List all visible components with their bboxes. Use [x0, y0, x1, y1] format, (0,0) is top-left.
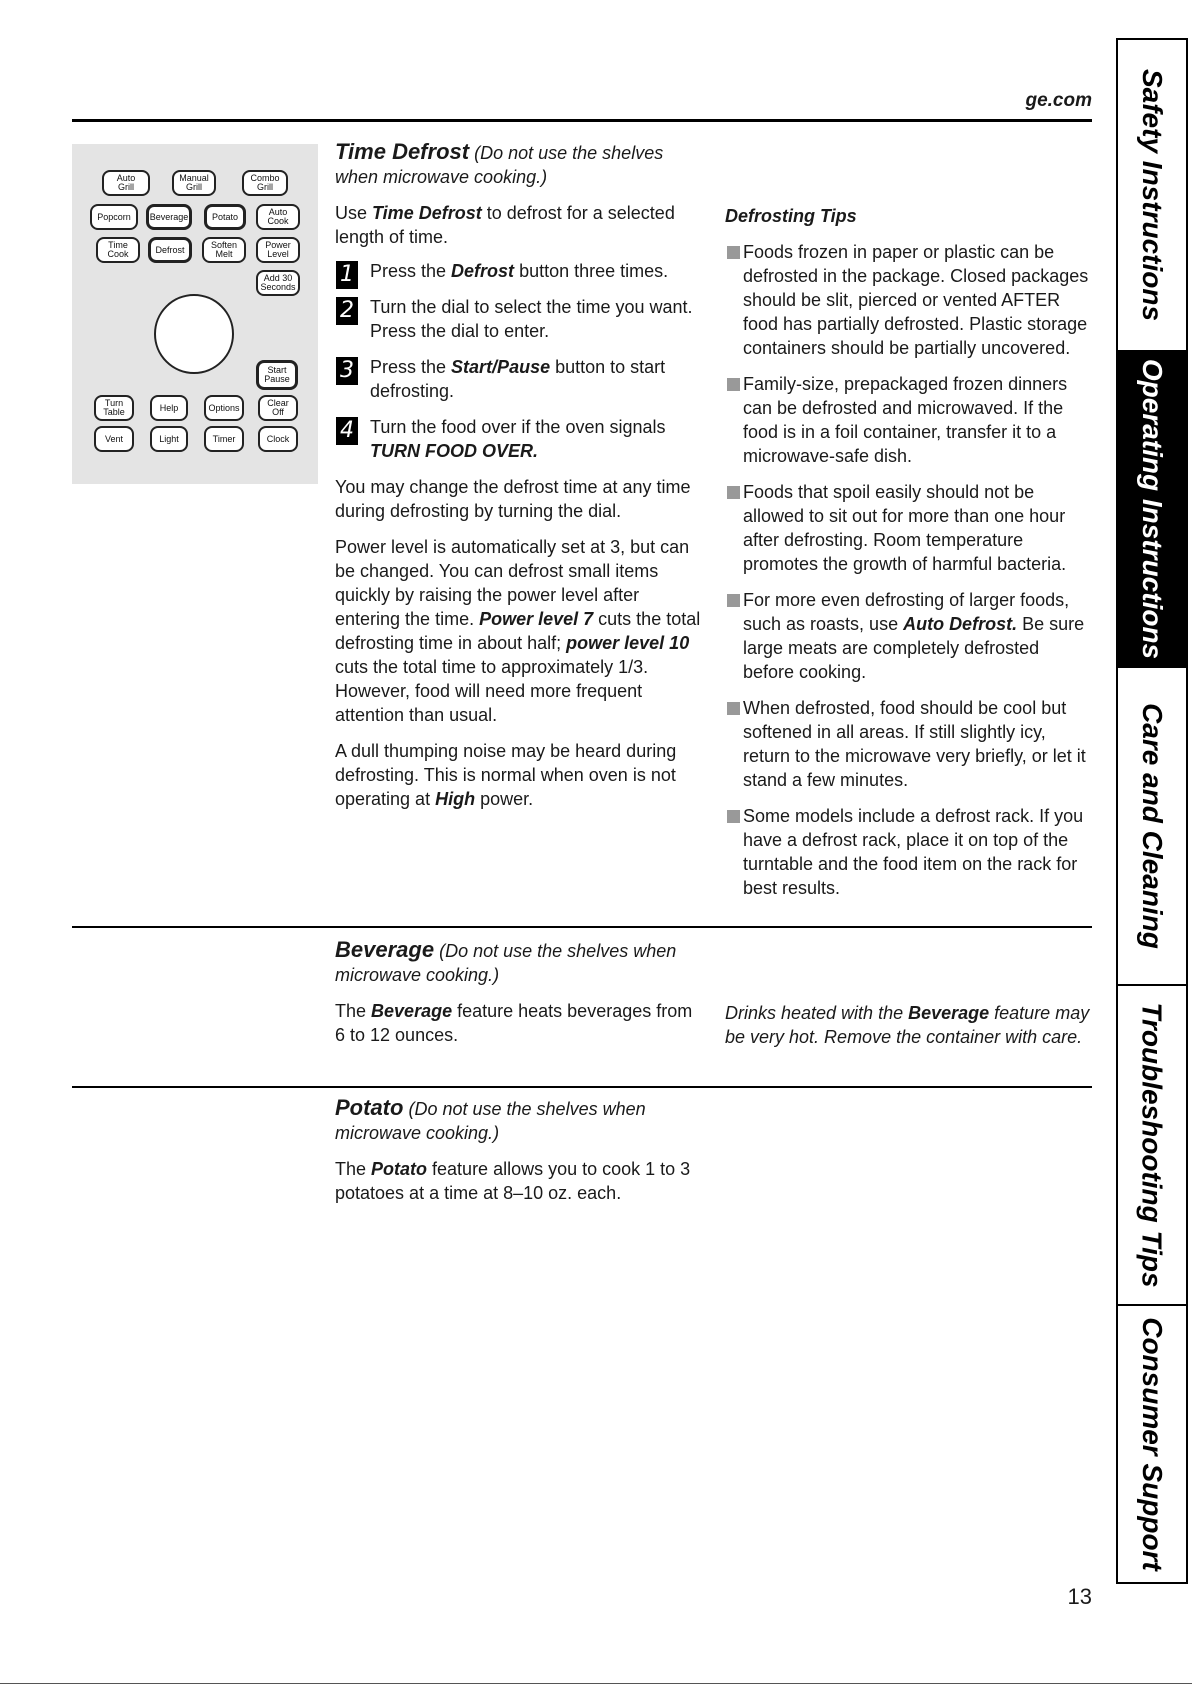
panel-button-timer: Timer	[204, 426, 244, 452]
step-number: 4	[336, 417, 358, 445]
tab-operating-instructions[interactable]: Operating Instructions	[1116, 350, 1188, 668]
panel-button-defrost: Defrost	[148, 237, 192, 263]
panel-button-manual-grill: Manual Grill	[172, 170, 216, 196]
beverage-warning: Drinks heated with the Beverage feature may be very hot. Remove the container with care.	[725, 1003, 1090, 1047]
noise-paragraph: A dull thumping noise may be heard during defrosting. This is normal when oven is not operating at High power.	[335, 741, 677, 809]
bullet-square-icon	[727, 378, 740, 391]
tab-safety-instructions[interactable]: Safety Instructions	[1116, 38, 1188, 352]
panel-button-start-pause: Start Pause	[256, 360, 298, 390]
panel-button-time-cook: Time Cook	[96, 237, 140, 263]
panel-button-light: Light	[150, 426, 188, 452]
time-defrost-section	[335, 140, 705, 811]
beverage-note: (Do not use the shelves when microwave cooking.)	[335, 941, 677, 985]
control-panel-illustration	[72, 144, 318, 484]
potato-title: Potato	[335, 1095, 404, 1120]
step-2: 2 Turn the dial to select the time you want. Press the dial to enter.	[335, 295, 705, 343]
tab-consumer-support[interactable]: Consumer Support	[1116, 1304, 1188, 1584]
potato-note: (Do not use the shelves when microwave cooking.)	[335, 1099, 646, 1143]
bullet-square-icon	[727, 594, 740, 607]
tip-item: Family-size, prepackaged frozen dinners can be defrosted and microwaved. If the food is in a foil container, transfer it to a microwave-safe dish.	[725, 372, 1090, 468]
panel-button-auto-grill: Auto Grill	[102, 170, 150, 196]
step-number: 2	[336, 297, 358, 325]
defrosting-tips-heading: Defrosting Tips	[725, 206, 857, 226]
beverage-section	[335, 938, 705, 1047]
step-4: 4 Turn the food over if the oven signals TURN FOOD OVER.	[335, 415, 705, 463]
tip-item: Foods frozen in paper or plastic can be defrosted in the package. Closed packages should be slit, pierced or vented AFTER food has partially defrosted. Plastic storage containers should be partially uncovered.	[725, 240, 1090, 360]
site-url: ge.com	[1025, 90, 1092, 111]
beverage-body: The Beverage feature heats beverages from 6 to 12 ounces.	[335, 1001, 693, 1045]
step-1: 1 Press the Defrost button three times.	[335, 259, 705, 283]
tip-item: Foods that spoil easily should not be allowed to sit out for more than one hour after defrosting. Room temperature promotes the growth of harmful bacteria.	[725, 480, 1090, 576]
panel-button-popcorn: Popcorn	[90, 204, 138, 230]
section-rule	[72, 926, 1092, 928]
bullet-square-icon	[727, 702, 740, 715]
panel-button-beverage: Beverage	[146, 204, 192, 230]
side-tabs	[1116, 38, 1192, 1584]
panel-button-potato: Potato	[204, 204, 246, 230]
panel-button-options: Options	[204, 395, 244, 421]
panel-button-power-level: Power Level	[256, 237, 300, 263]
time-defrost-note: (Do not use the shelves when microwave cooking.)	[335, 143, 664, 187]
panel-button-soften-melt: Soften Melt	[202, 237, 246, 263]
dial-knob	[154, 294, 234, 374]
panel-button-help: Help	[150, 395, 188, 421]
page-number: 13	[1067, 1584, 1092, 1609]
panel-button-clock: Clock	[258, 426, 298, 452]
bullet-square-icon	[727, 486, 740, 499]
panel-button-auto-cook: Auto Cook	[256, 204, 300, 230]
panel-button-add-30-seconds: Add 30 Seconds	[256, 270, 300, 296]
panel-button-vent: Vent	[94, 426, 134, 452]
defrosting-tips	[725, 204, 1090, 900]
step-number: 1	[336, 261, 358, 289]
tab-care-and-cleaning[interactable]: Care and Cleaning	[1116, 666, 1188, 986]
time-defrost-intro: Use Time Defrost to defrost for a selected length of time.	[335, 203, 675, 247]
bottom-edge-line	[0, 1683, 1192, 1684]
tip-item: When defrosted, food should be cool but softened in all areas. If still slightly icy, return to the microwave very briefly, or let it stand a few minutes.	[725, 696, 1090, 792]
tip-item: For more even defrosting of larger foods, such as roasts, use Auto Defrost. Be sure large meats are completely defrosted before cooking.	[725, 588, 1090, 684]
bullet-square-icon	[727, 246, 740, 259]
defrost-change-paragraph: You may change the defrost time at any time during defrosting by turning the dial.	[335, 477, 691, 521]
section-rule	[72, 1086, 1092, 1088]
potato-body: The Potato feature allows you to cook 1 to 3 potatoes at a time at 8–10 oz. each.	[335, 1159, 691, 1203]
step-number: 3	[336, 357, 358, 385]
top-rule	[72, 119, 1092, 122]
power-level-paragraph: Power level is automatically set at 3, but can be changed. You can defrost small items quickly by raising the power level after entering the time. Power level 7 cuts the total defrosting time in about half; power level 10 cuts the total time to approximately 1/3. However, food will need more frequent attention than usual.	[335, 537, 701, 725]
tab-troubleshooting-tips[interactable]: Troubleshooting Tips	[1116, 984, 1188, 1306]
panel-button-clear-off: Clear Off	[258, 395, 298, 421]
tip-item: Some models include a defrost rack. If you have a defrost rack, place it on top of the turntable and the food item on the rack for best results.	[725, 804, 1090, 900]
panel-button-turn-table: Turn Table	[94, 395, 134, 421]
panel-button-combo-grill: Combo Grill	[242, 170, 288, 196]
step-3: 3 Press the Start/Pause button to start defrosting.	[335, 355, 705, 403]
beverage-title: Beverage	[335, 937, 435, 962]
time-defrost-title: Time Defrost	[335, 139, 470, 164]
bullet-square-icon	[727, 810, 740, 823]
potato-section	[335, 1096, 705, 1205]
